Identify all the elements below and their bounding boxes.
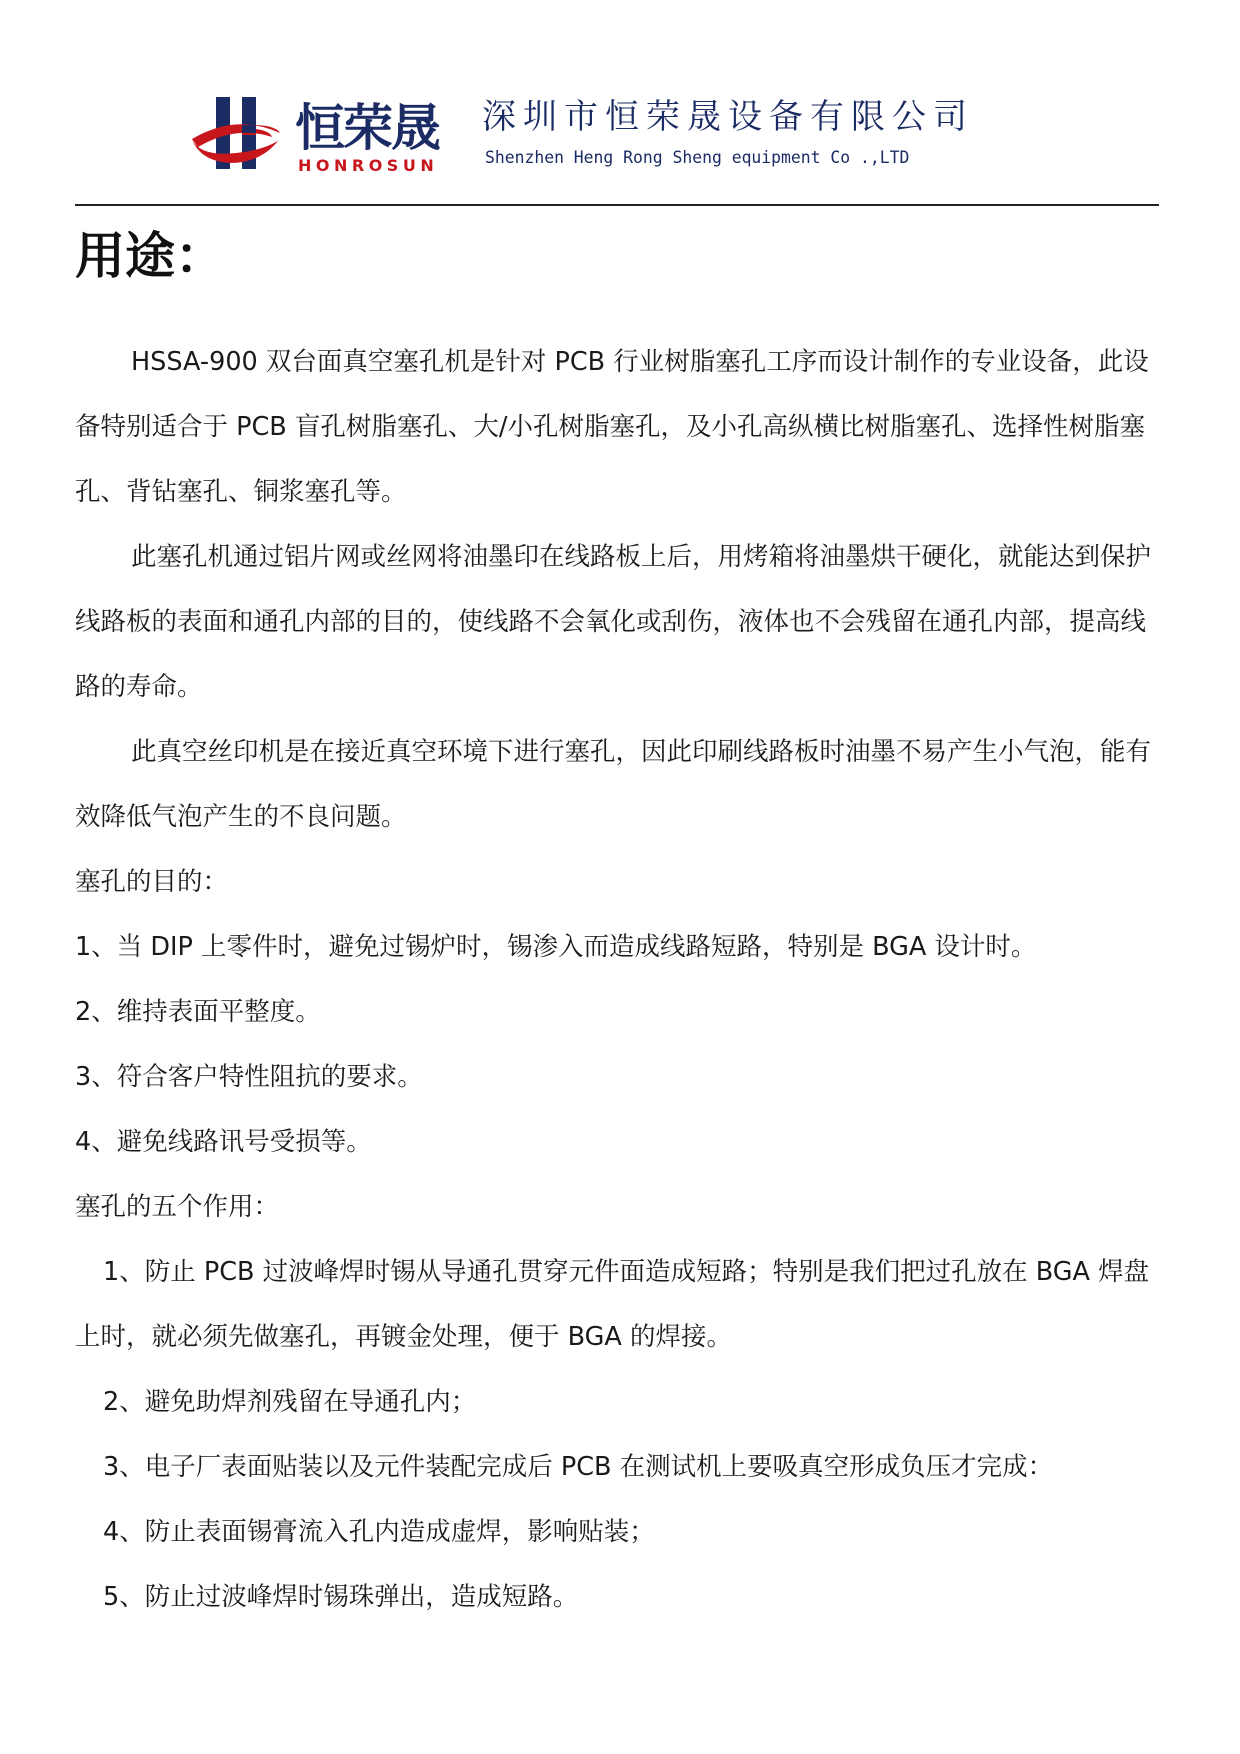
purpose-item: 2、维持表面平整度。 [75,997,321,1027]
paragraph-intro: HSSA-900 双台面真空塞孔机是针对 PCB 行业树脂塞孔工序而设计制作的专业设备，此设备特别适合于 PCB 盲孔树脂塞孔、大/小孔树脂塞孔，及小孔高纵横比树脂塞孔、选择性树脂塞孔、背钻塞孔、铜浆塞孔等。 [75,347,1149,507]
company-name-english: Shenzhen Heng Rong Sheng equipment Co .,LTD [485,148,910,167]
function-item: 2、避免助焊剂残留在导通孔内； [103,1387,477,1417]
functions-heading: 塞孔的五个作用： [75,1192,280,1222]
document-body [75,330,1165,1630]
honrosun-logo-icon [190,95,282,173]
logo-english-name: HONROSUN [298,156,439,175]
header-divider [75,204,1159,206]
purpose-heading: 塞孔的目的： [75,867,229,897]
company-name-chinese: 深圳市恒荣晟设备有限公司 [482,97,974,137]
purpose-item: 4、避免线路讯号受损等。 [75,1127,372,1157]
purpose-item: 1、当 DIP 上零件时，避免过锡炉时，锡渗入而造成线路短路，特别是 BGA 设计时。 [75,932,1037,962]
purpose-item: 3、符合客户特性阻抗的要求。 [75,1062,423,1092]
paragraph-vacuum: 此真空丝印机是在接近真空环境下进行塞孔，因此印刷线路板时油墨不易产生小气泡，能有效降低气泡产生的不良问题。 [75,737,1152,832]
section-title: 用途： [75,227,225,285]
logo-chinese-name: 恒荣晟 [295,99,439,157]
function-item: 3、电子厂表面贴装以及元件装配完成后 PCB 在测试机上要吸真空形成负压才完成： [103,1452,1054,1482]
function-item: 5、防止过波峰焊时锡珠弹出，造成短路。 [103,1582,579,1612]
function-item: 4、防止表面锡膏流入孔内造成虚焊，影响贴装； [103,1517,655,1547]
function-item: 1、防止 PCB 过波峰焊时锡从导通孔贯穿元件面造成短路；特别是我们把过孔放在 BGA 焊盘上时，就必须先做塞孔，再镀金处理，便于 BGA 的焊接。 [75,1257,1150,1352]
letterhead [0,0,1240,200]
paragraph-process: 此塞孔机通过铝片网或丝网将油墨印在线路板上后，用烤箱将油墨烘干硬化，就能达到保护线路板的表面和通孔内部的目的，使线路不会氧化或刮伤，液体也不会残留在通孔内部，提高线路的寿命。 [75,542,1152,702]
